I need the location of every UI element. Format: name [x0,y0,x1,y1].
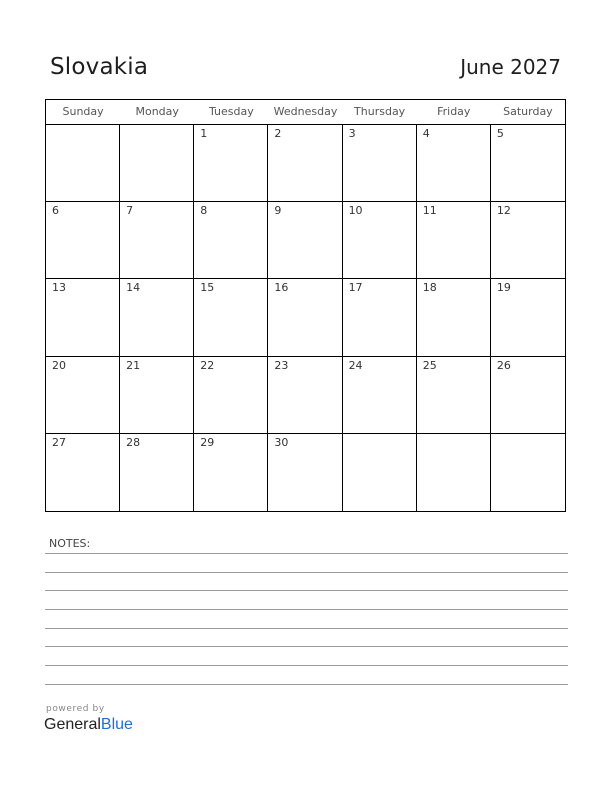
day-cell [343,434,417,511]
day-number: 8 [200,204,208,218]
day-cell [268,357,342,434]
weekday-header-row [46,100,565,125]
notes-line [45,590,568,591]
country-title: Slovakia [50,54,149,80]
notes-line [45,609,568,610]
weekday-header: Friday [437,105,471,118]
notes-line [45,628,568,629]
day-cell [46,125,120,202]
day-number: 2 [274,127,282,140]
powered-by-text: powered by [46,704,105,714]
day-number: 23 [274,358,289,372]
day-cell [268,279,342,356]
day-cell [417,357,491,434]
day-number: 7 [126,204,134,218]
day-cell [120,357,194,434]
weekday-header: Saturday [503,105,553,118]
day-cell [194,434,268,511]
weekday-header: Tuesday [208,105,254,118]
day-cell [46,357,120,434]
day-cell [120,279,194,356]
day-cell [120,125,194,202]
brand-general-text: General [44,716,101,733]
day-number: 24 [348,358,363,372]
day-number: 9 [274,204,282,218]
day-number: 30 [274,435,289,449]
day-cell [120,434,194,511]
day-number: 18 [422,281,437,295]
day-cell [417,202,491,279]
day-number: 14 [126,281,141,295]
day-cell [343,125,417,202]
day-number: 19 [496,281,511,295]
day-cell [194,125,268,202]
day-number: 3 [348,127,356,140]
day-number: 29 [200,435,215,449]
notes-line [45,665,568,666]
day-number: 15 [200,281,215,295]
day-cell [343,202,417,279]
day-cell [417,279,491,356]
day-cell [343,279,417,356]
brand-blue-text: Blue [100,716,133,733]
weekday-header: Sunday [62,105,104,118]
day-cell [120,202,194,279]
generalblue-logo [44,716,133,734]
day-number: 4 [422,127,430,140]
day-number: 28 [126,435,141,449]
day-number: 16 [274,281,289,295]
day-cell [194,357,268,434]
day-cell [491,434,565,511]
day-cell [268,202,342,279]
day-cell [491,357,565,434]
day-cell [46,202,120,279]
day-number: 26 [496,358,511,372]
day-number: 10 [348,204,363,218]
weekday-header: Wednesday [273,105,338,118]
notes-line [45,553,568,554]
day-cell [46,434,120,511]
days-grid [46,125,565,511]
day-cell [343,357,417,434]
day-cell [194,279,268,356]
day-number: 6 [52,204,59,218]
day-number: 11 [422,204,437,218]
day-cell [46,279,120,356]
day-number: 12 [496,204,511,218]
notes-label: NOTES: [49,537,91,550]
weekday-header: Thursday [354,105,406,118]
day-number: 13 [52,281,66,295]
day-cell [268,434,342,511]
day-number: 17 [348,281,363,295]
day-number: 21 [126,358,141,372]
notes-line [45,646,568,647]
day-cell [268,125,342,202]
day-cell [417,125,491,202]
calendar-grid [45,99,566,512]
notes-line [45,572,568,573]
day-number: 5 [496,127,504,140]
day-number: 20 [52,358,66,372]
day-cell [194,202,268,279]
weekday-header: Monday [135,105,179,118]
month-year-title: June 2027 [460,55,561,79]
day-number: 25 [422,358,437,372]
day-number: 27 [52,435,66,449]
day-cell [491,125,565,202]
day-cell [491,202,565,279]
day-number: 22 [200,358,215,372]
day-cell [491,279,565,356]
day-number: 1 [200,127,208,140]
day-cell [417,434,491,511]
notes-line [45,684,568,685]
